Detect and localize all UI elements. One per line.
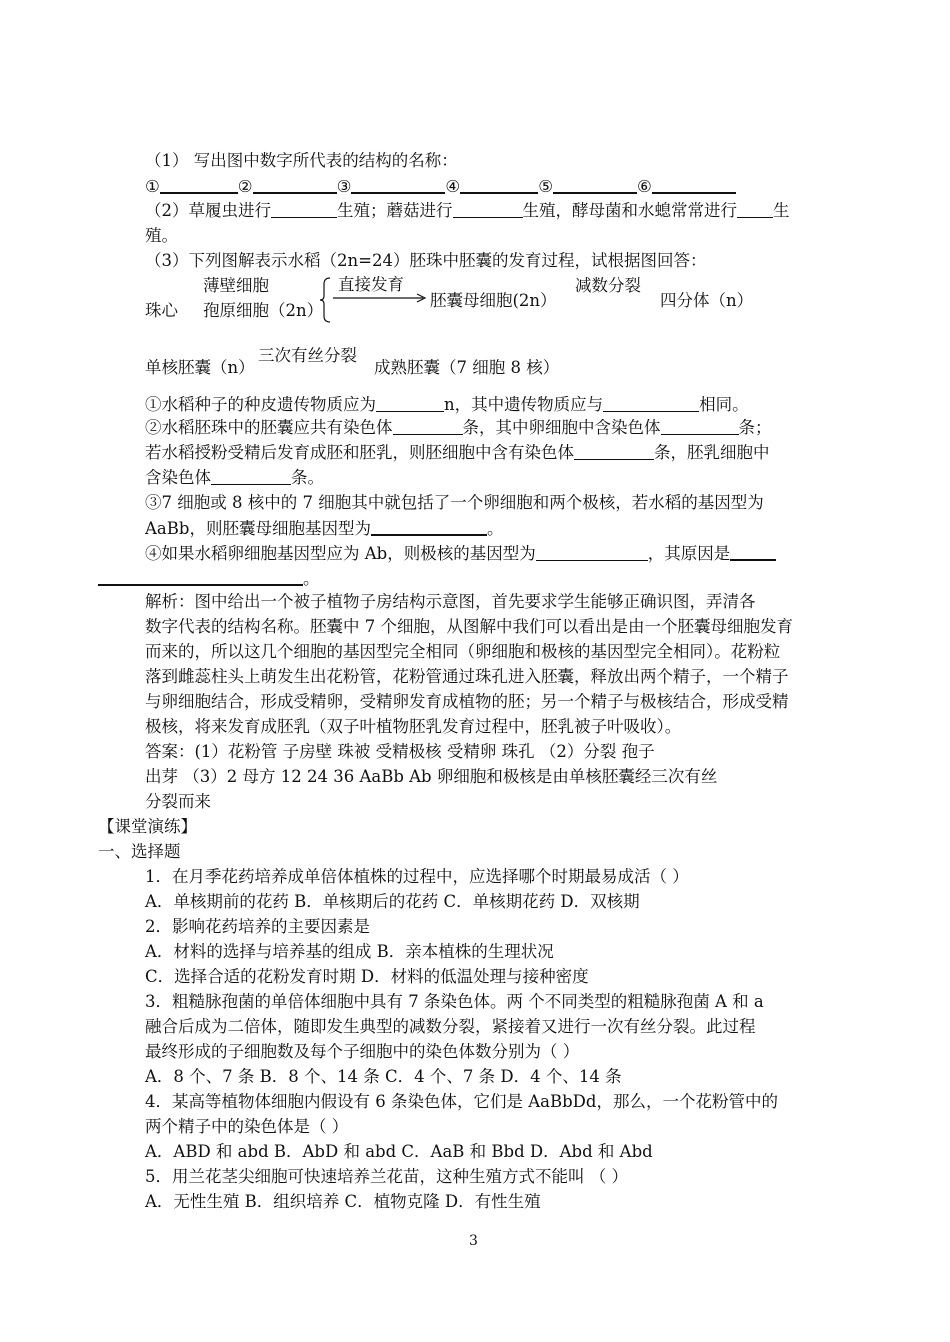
q2-blank-2[interactable]	[453, 199, 523, 218]
q3-s2-line3	[145, 466, 324, 490]
question-2-options-a: A．材料的选择与培养基的组成 B．亲本植株的生理状况	[145, 942, 554, 961]
section-subheading: 一、选择题	[98, 842, 181, 861]
question-2: 2．影响花药培养的主要因素是	[145, 917, 370, 936]
q3-s4-line2	[98, 566, 320, 591]
q3-s1-text-a: ①水稻种子的种皮遗传物质应为	[145, 395, 376, 414]
blank-3[interactable]	[351, 174, 445, 194]
q2-text-c: 生殖，酵母菌和水螅常常进行	[522, 201, 737, 220]
q3-s3-line1: ③7 细胞或 8 核中的 7 细胞其中就包括了一个卵细胞和两个极核，若水稻的基因型为	[145, 493, 764, 512]
analysis-line-2: 数字代表的结构名称。胚囊中 7 个细胞，从图解中我们可以看出是由一个胚囊母细胞发育	[145, 617, 793, 636]
q3-s2-blank-3[interactable]	[574, 441, 654, 460]
q2-blank-1[interactable]	[271, 199, 337, 218]
blank-1[interactable]	[160, 174, 238, 194]
blank-label-4: ④	[445, 177, 461, 196]
diagram-meiosis-label: 减数分裂	[575, 276, 641, 295]
q3-s4-text-a: ④如果水稻卵细胞基因型应为 Ab，则极核的基因型为	[145, 544, 536, 563]
question-3-line3: 最终形成的子细胞数及每个子细胞中的染色体数分别为（ ）	[145, 1042, 580, 1061]
q1-blanks	[145, 174, 736, 199]
q3-s2-text-f: 含染色体	[145, 468, 211, 487]
blank-2[interactable]	[253, 174, 337, 194]
q3-s2-text-g: 条。	[291, 468, 324, 487]
q2-text-b: 生殖；蘑菇进行	[337, 201, 453, 220]
blank-label-3: ③	[336, 177, 352, 196]
q3-s4-text-b: ，其原因是	[647, 544, 731, 563]
q2-line2: 殖。	[145, 226, 178, 245]
question-1: 1．在月季花药培养成单倍体植株的过程中，应选择哪个时期最易成活（ ）	[145, 867, 689, 886]
q3-s1-blank-2[interactable]	[603, 393, 699, 412]
answer-line-1: 答案：(1）花粉管 子房壁 珠被 受精极核 受精卵 珠孔 （2）分裂 孢子	[145, 742, 655, 761]
q2-text-a: （2）草履虫进行	[145, 201, 271, 220]
q3-s3-text-c: 。	[486, 519, 504, 538]
q3-s2-line1	[145, 416, 772, 440]
question-3-line1: 3．粗糙脉孢菌的单倍体细胞中具有 7 条染色体。两 个不同类型的粗糙脉孢菌 A 和 a	[145, 992, 764, 1011]
analysis-line-6: 极核，将来发育成胚乳（双子叶植物胚乳发育过程中，胚乳被子叶吸收）。	[145, 717, 682, 736]
q3-s4-blank-2[interactable]	[730, 541, 776, 561]
q3-s4-line1	[145, 541, 776, 566]
q3-s4-text-c: 。	[303, 569, 320, 588]
diagram-mother-cell: 胚囊母细胞(2n）	[430, 291, 557, 310]
q3-s2-text-a: ②水稻胚珠中的胚囊应共有染色体	[145, 418, 393, 437]
blank-4[interactable]	[460, 174, 538, 194]
answer-line-2: 出芽 （3）2 母方 12 24 36 AaBb Ab 卵细胞和极核是由单核胚囊经三次有丝	[145, 767, 718, 786]
question-2-options-b: C．选择合适的花粉发育时期 D．材料的低温处理与接种密度	[145, 967, 589, 986]
diagram-arrow-direct	[333, 292, 429, 304]
diagram-spore-cell: 孢原细胞（2n）	[203, 301, 324, 320]
diagram-mitosis-label: 三次有丝分裂	[258, 346, 357, 365]
q3-s2-text-b: 条，其中卵细胞中含染色体	[462, 418, 661, 437]
q3-s1-blank-1[interactable]	[376, 393, 444, 412]
question-4-line2: 两个精子中的染色体是（ ）	[145, 1117, 349, 1136]
analysis-line-3: 而来的，所以这几个细胞的基因型完全相同（卵细胞和极核的基因型完全相同）。花粉粒	[145, 642, 781, 661]
diagram-ovule: 珠心	[145, 301, 178, 320]
blank-6[interactable]	[652, 174, 736, 194]
q3-s4-blank-1[interactable]	[536, 542, 648, 561]
q2-text-d: 生	[773, 201, 790, 220]
question-4-options: A．ABD 和 abd B．AbD 和 abd C．AaB 和 Bbd D．Abd 和 Abd	[145, 1142, 653, 1161]
q3-s3-line2	[145, 516, 503, 541]
blank-label-2: ②	[237, 177, 253, 196]
analysis-line-5: 与卵细胞结合，形成受精卵，受精卵发育成植物的胚；另一个精子与极核结合，形成受精	[145, 692, 789, 711]
question-1-options: A．单核期前的花药 B．单核期后的花药 C．单核期花药 D．双核期	[145, 892, 640, 911]
answer-line-3: 分裂而来	[145, 792, 211, 811]
diagram-thin-wall: 薄壁细胞	[203, 276, 269, 295]
question-4-line1: 4．某高等植物体细胞内假设有 6 条染色体，它们是 AaBbDd，那么，一个花粉管中的	[145, 1092, 778, 1111]
q3-s2-blank-1[interactable]	[393, 416, 463, 435]
question-3-options: A．8 个、7 条 B．8 个、14 条 C．4 个、7 条 D．4 个、14 条	[145, 1067, 622, 1086]
blank-5[interactable]	[553, 174, 637, 194]
page-number: 3	[469, 1233, 478, 1249]
diagram-mono-sac: 单核胚囊（n）	[145, 358, 255, 377]
q2-blank-3[interactable]	[737, 199, 773, 218]
question-5: 5．用兰花茎尖细胞可快速培养兰花苗，这种生殖方式不能叫 （ ）	[145, 1167, 628, 1186]
question-5-options: A．无性生殖 B．组织培养 C．植物克隆 D．有性生殖	[145, 1192, 541, 1211]
q3-s2-line2	[145, 441, 770, 465]
q3-s1-text-b: n，其中遗传物质应与	[444, 395, 604, 414]
diagram-tetrad: 四分体（n）	[660, 291, 754, 310]
q3-s1	[145, 393, 749, 417]
q3-s3-blank[interactable]	[371, 516, 487, 536]
blank-label-5: ⑤	[538, 177, 553, 196]
q3-s2-text-e: 条，胚乳细胞中	[654, 443, 770, 462]
analysis-line-4: 落到雌蕊柱头上萌发生出花粉管，花粉管通过珠孔进入胚囊，释放出两个精子，一个精子	[145, 667, 789, 686]
q3-s1-text-c: 相同。	[699, 395, 749, 414]
section-heading: 【课堂演练】	[98, 817, 197, 836]
q2-line1	[145, 199, 790, 223]
q3-s3-text-b: AaBb，则胚囊母细胞基因型为	[145, 519, 371, 538]
diagram-direct-label: 直接发育	[338, 275, 404, 294]
q3-s4-blank-3[interactable]	[98, 566, 303, 586]
q3-s2-text-c: 条；	[738, 418, 772, 437]
q3-s2-text-d: 若水稻授粉受精后发育成胚和胚乳，则胚细胞中含有染色体	[145, 443, 574, 462]
q3-s2-blank-2[interactable]	[661, 416, 739, 435]
blank-label-1: ①	[145, 177, 160, 196]
analysis-line-1: 解析：图中给出一个被子植物子房结构示意图，首先要求学生能够正确识图，弄清各	[145, 592, 756, 611]
blank-label-6: ⑥	[636, 177, 652, 196]
q3-s2-blank-4[interactable]	[211, 466, 291, 485]
q1-prompt: （1） 写出图中数字所代表的结构的名称：	[145, 151, 458, 170]
q3-intro: （3）下列图解表示水稻（2n=24）胚珠中胚囊的发育过程，试根据图回答：	[145, 251, 707, 270]
diagram-mature-sac: 成熟胚囊（7 细胞 8 核）	[374, 358, 560, 377]
question-3-line2: 融合后成为二倍体，随即发生典型的减数分裂，紧接着又进行一次有丝分裂。此过程	[145, 1017, 756, 1036]
